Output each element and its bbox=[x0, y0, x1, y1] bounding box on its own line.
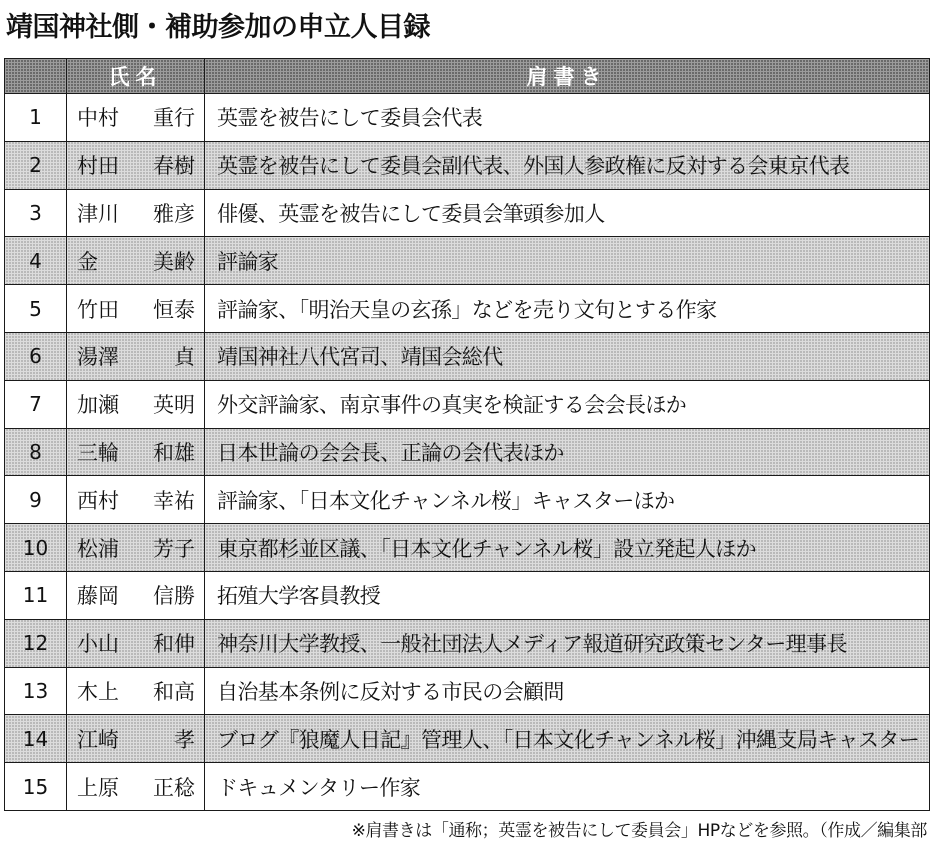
row-title: 英霊を被告にして委員会副代表、外国人参政権に反対する会東京代表 bbox=[205, 141, 930, 189]
table-row bbox=[5, 524, 930, 572]
table-header-row bbox=[5, 59, 930, 94]
row-name bbox=[67, 524, 205, 572]
row-surname: 木上 bbox=[77, 679, 119, 704]
row-number: 13 bbox=[5, 667, 67, 715]
row-title: 靖国神社八代宮司、靖国会総代 bbox=[205, 332, 930, 380]
row-given-name: 幸祐 bbox=[153, 488, 195, 513]
row-given-name: 和高 bbox=[153, 679, 195, 704]
table-row bbox=[5, 428, 930, 476]
row-surname: 村田 bbox=[77, 154, 119, 179]
row-title: 英霊を被告にして委員会代表 bbox=[205, 94, 930, 142]
row-number: 8 bbox=[5, 428, 67, 476]
table-row bbox=[5, 141, 930, 189]
row-number: 11 bbox=[5, 571, 67, 619]
source-footnote: ※肩書きは「通称；英霊を被告にして委員会」HPなどを参照。（作成／編集部 bbox=[351, 821, 927, 841]
row-given-name: 貞 bbox=[174, 345, 195, 370]
row-surname: 西村 bbox=[77, 488, 119, 513]
row-name bbox=[67, 571, 205, 619]
row-surname: 津川 bbox=[77, 201, 119, 226]
row-given-name: 孝 bbox=[174, 727, 195, 752]
row-title: ドキュメンタリー作家 bbox=[205, 763, 930, 811]
table-row bbox=[5, 763, 930, 811]
row-number: 12 bbox=[5, 619, 67, 667]
row-title: 自治基本条例に反対する市民の会顧問 bbox=[205, 667, 930, 715]
table-row bbox=[5, 94, 930, 142]
row-given-name: 春樹 bbox=[153, 154, 195, 179]
row-surname: 上原 bbox=[77, 775, 119, 800]
row-name bbox=[67, 189, 205, 237]
row-surname: 竹田 bbox=[77, 297, 119, 322]
row-title: 神奈川大学教授、一般社団法人メディア報道研究政策センター理事長 bbox=[205, 619, 930, 667]
row-given-name: 信勝 bbox=[153, 584, 195, 609]
row-number: 9 bbox=[5, 476, 67, 524]
row-given-name: 雅彦 bbox=[153, 201, 195, 226]
row-name bbox=[67, 619, 205, 667]
row-number: 10 bbox=[5, 524, 67, 572]
row-given-name: 和雄 bbox=[153, 440, 195, 465]
row-surname: 小山 bbox=[77, 632, 119, 657]
row-title: 評論家 bbox=[205, 237, 930, 285]
row-given-name: 和伸 bbox=[153, 632, 195, 657]
row-given-name: 恒泰 bbox=[153, 297, 195, 322]
row-title: 外交評論家、南京事件の真実を検証する会会長ほか bbox=[205, 380, 930, 428]
table-row bbox=[5, 332, 930, 380]
row-number: 6 bbox=[5, 332, 67, 380]
row-given-name: 英明 bbox=[153, 393, 195, 418]
row-surname: 加瀬 bbox=[77, 393, 119, 418]
row-name bbox=[67, 428, 205, 476]
header-number bbox=[5, 59, 67, 94]
table-row bbox=[5, 571, 930, 619]
table-row bbox=[5, 476, 930, 524]
row-title: ブログ『狼魔人日記』管理人、「日本文化チャンネル桜」沖縄支局キャスター bbox=[205, 715, 930, 763]
document-title: 靖国神社側・補助参加の申立人目録 bbox=[6, 12, 430, 43]
row-name bbox=[67, 715, 205, 763]
row-surname: 松浦 bbox=[77, 536, 119, 561]
row-name bbox=[67, 667, 205, 715]
table-row bbox=[5, 285, 930, 333]
row-given-name: 重行 bbox=[153, 106, 195, 131]
row-title: 拓殖大学客員教授 bbox=[205, 571, 930, 619]
row-number: 5 bbox=[5, 285, 67, 333]
row-name bbox=[67, 94, 205, 142]
row-number: 14 bbox=[5, 715, 67, 763]
row-number: 1 bbox=[5, 94, 67, 142]
row-number: 15 bbox=[5, 763, 67, 811]
row-title: 日本世論の会会長、正論の会代表ほか bbox=[205, 428, 930, 476]
row-surname: 湯澤 bbox=[77, 345, 119, 370]
row-name bbox=[67, 285, 205, 333]
table-row bbox=[5, 380, 930, 428]
table-row bbox=[5, 189, 930, 237]
row-name bbox=[67, 763, 205, 811]
row-number: 7 bbox=[5, 380, 67, 428]
applicant-roster-table bbox=[4, 58, 930, 811]
row-title: 評論家、「日本文化チャンネル桜」キャスターほか bbox=[205, 476, 930, 524]
header-name: 氏名 bbox=[67, 59, 205, 94]
row-given-name: 芳子 bbox=[153, 536, 195, 561]
row-name bbox=[67, 380, 205, 428]
row-title: 東京都杉並区議、「日本文化チャンネル桜」設立発起人ほか bbox=[205, 524, 930, 572]
row-number: 2 bbox=[5, 141, 67, 189]
table-row bbox=[5, 237, 930, 285]
row-title: 評論家、「明治天皇の玄孫」などを売り文句とする作家 bbox=[205, 285, 930, 333]
row-number: 3 bbox=[5, 189, 67, 237]
row-surname: 中村 bbox=[77, 106, 119, 131]
table-row bbox=[5, 715, 930, 763]
header-title: 肩書き bbox=[205, 59, 930, 94]
row-name bbox=[67, 141, 205, 189]
row-surname: 三輪 bbox=[77, 440, 119, 465]
row-surname: 江崎 bbox=[77, 727, 119, 752]
row-name bbox=[67, 237, 205, 285]
table-row bbox=[5, 667, 930, 715]
row-number: 4 bbox=[5, 237, 67, 285]
table-row bbox=[5, 619, 930, 667]
row-name bbox=[67, 476, 205, 524]
row-surname: 藤岡 bbox=[77, 584, 119, 609]
row-given-name: 美齢 bbox=[153, 249, 195, 274]
row-surname: 金 bbox=[77, 249, 98, 274]
row-given-name: 正稔 bbox=[153, 775, 195, 800]
row-name bbox=[67, 332, 205, 380]
row-title: 俳優、英霊を被告にして委員会筆頭参加人 bbox=[205, 189, 930, 237]
